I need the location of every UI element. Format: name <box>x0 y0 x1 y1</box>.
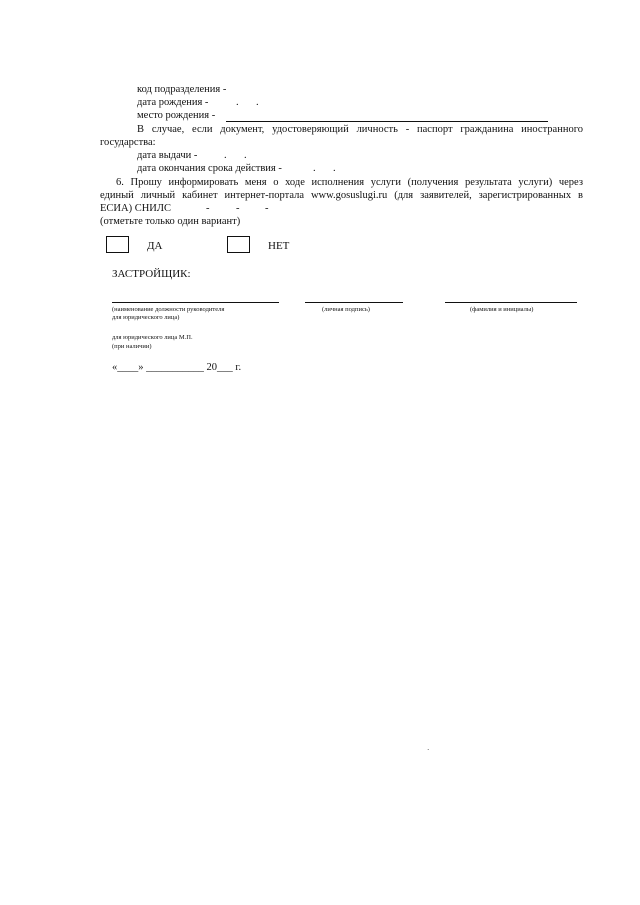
position-caption: (наименование должности руководителя <box>112 306 225 313</box>
stamp-label: для юридического лица М.П. <box>112 334 193 341</box>
issue-date-separator: . <box>244 150 247 161</box>
choice-note: (отметьте только один вариант) <box>100 216 241 227</box>
birth-place-label: место рождения - <box>137 110 216 121</box>
yes-checkbox[interactable] <box>106 236 129 253</box>
birth-date-separator: . <box>236 97 239 108</box>
name-caption: (фамилия и инициалы) <box>470 306 534 313</box>
birth-date-label: дата рождения - <box>137 97 209 108</box>
foreign-doc-text-line2: государства: <box>100 137 156 148</box>
snils-label: ЕСИА) СНИЛС <box>100 203 171 214</box>
expiry-date-separator: . <box>313 163 316 174</box>
stamp-label-line2: (при наличии) <box>112 343 152 350</box>
yes-label: ДА <box>147 240 163 252</box>
issue-date-separator: . <box>224 150 227 161</box>
division-code-label: код подразделения - <box>137 84 227 95</box>
position-caption-line2: для юридического лица) <box>112 314 180 321</box>
signature-date-line: «____» ___________ 20___ г. <box>112 362 242 373</box>
item6-text-line2: единый личный кабинет интернет-портала www.gosuslugi.ru (для заявителей, зарегистрированных в <box>100 190 583 201</box>
expiry-date-label: дата окончания срока действия - <box>137 163 282 174</box>
foreign-doc-text-line1: В случае, если документ, удостоверяющий личность - паспорт гражданина иностранного <box>137 124 583 135</box>
expiry-date-separator: . <box>333 163 336 174</box>
personal-signature-field[interactable] <box>305 302 403 303</box>
birth-date-separator: . <box>256 97 259 108</box>
issue-date-label: дата выдачи - <box>137 150 198 161</box>
snils-separator: - <box>206 203 210 214</box>
scan-speck: · <box>427 746 430 754</box>
birth-place-field[interactable] <box>226 121 548 122</box>
no-checkbox[interactable] <box>227 236 250 253</box>
item6-text-line1: 6. Прошу информировать меня о ходе исполнения услуги (получения результата услуги) через <box>116 177 583 188</box>
name-field[interactable] <box>445 302 577 303</box>
developer-label: ЗАСТРОЙЩИК: <box>112 268 191 280</box>
position-field[interactable] <box>112 302 279 303</box>
no-label: НЕТ <box>268 240 290 252</box>
snils-separator: - <box>265 203 269 214</box>
personal-signature-caption: (личная подпись) <box>322 306 370 313</box>
snils-separator: - <box>236 203 240 214</box>
